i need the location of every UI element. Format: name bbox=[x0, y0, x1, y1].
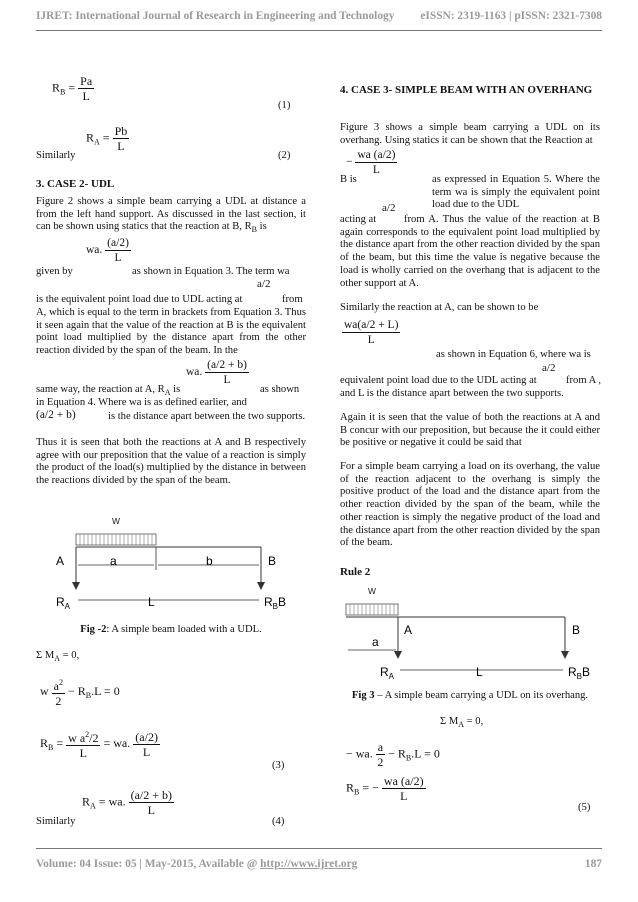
footer-rule bbox=[36, 848, 602, 849]
p3-shown: as shown in Equation 6, where wa is bbox=[436, 349, 591, 360]
fig3-label-B: B bbox=[572, 623, 581, 637]
rule-2-heading: Rule 2 bbox=[340, 566, 371, 578]
sum-ma-left: Σ $M_A = 0$, bbox=[36, 650, 80, 664]
case2-paragraph-4: Thus it is seen that both the reactions at A and B respectively agree with our preposition that the value of a reaction is simply the product of the load(s) multiplied by the distance in between the reactions divided by the span of the beam. bbox=[36, 437, 306, 487]
fig2-caption: Fig -2: A simple beam loaded with a UDL. bbox=[80, 624, 262, 635]
moment-equation-left: w $\frac{a^2}{2}$ − $R_B.L = 0$ bbox=[40, 678, 120, 708]
b-is-rest: as expressed in Equation 5. Where the term wa is simply the equivalent point load due to the UDL bbox=[432, 174, 600, 211]
fig2-label-L: L bbox=[148, 595, 155, 609]
case3-paragraph-4: Again it is seen that the value of both the reactions at A and B concur with our preposition, but because the it could either be positive or negative it could be said that bbox=[340, 412, 600, 449]
fig3-caption: Fig 3 – A simple beam carrying a UDL on its overhang. bbox=[351, 690, 589, 701]
inline-eq-ra-r: $\frac{wa(a/2 + L)}{L}$ bbox=[344, 319, 399, 346]
case3-paragraph-3: Similarly the reaction at A, can be shown to be bbox=[340, 302, 539, 313]
similarly-label-2: Similarly bbox=[36, 816, 76, 827]
case2-heading: 3. CASE 2- UDL bbox=[36, 178, 115, 190]
footer-volume: Volume: 04 Issue: 05 | May-2015, Available @ http://www.ijret.org bbox=[36, 858, 358, 870]
fig3-label-a: a bbox=[372, 635, 379, 649]
fig2-label-A: A bbox=[56, 554, 65, 568]
inline-a-over-2: a/2 bbox=[257, 278, 271, 290]
header-rule bbox=[36, 30, 602, 31]
journal-title: IJRET: International Journal of Research in Engineering and Technology bbox=[36, 10, 395, 22]
fig2-label-B: B bbox=[268, 554, 277, 568]
acting-at: acting at bbox=[340, 214, 377, 225]
equation-2: $R_A$ = $\frac{Pb}{L}$ bbox=[86, 124, 128, 153]
b-is: B is bbox=[340, 174, 357, 185]
fig3-label-ra: $R_A$ bbox=[380, 665, 395, 680]
fig2-label-rb: $R_BB$ bbox=[264, 595, 287, 611]
footer-link[interactable]: http://www.ijret.org bbox=[260, 858, 358, 870]
p3-b-from: from A , bbox=[566, 375, 602, 386]
fig3-label-L: L bbox=[476, 665, 483, 679]
eq3-number: (3) bbox=[272, 760, 285, 771]
inline-eq-rb-neg: − $\frac{wa (a/2)}{L}$ bbox=[346, 149, 396, 176]
as-shown: as shown bbox=[260, 384, 300, 395]
running-header bbox=[36, 10, 602, 22]
inline-a-over-2-r2: a/2 bbox=[542, 362, 556, 374]
case3-heading: 4. CASE 3- SIMPLE BEAM WITH AN OVERHANG bbox=[340, 84, 593, 96]
figure-2 bbox=[36, 512, 306, 614]
same-way: same way, the reaction at A, $R_A$ is bbox=[36, 384, 181, 398]
case3-paragraph-5: For a simple beam carrying a load on its overhang, the value of the reaction adjacent to the overhang is simply the positive product of the load and the distance apart from the other reaction divided by the span of the beam, while the other reaction is simply the negative product of the load and the distance apart from the other reaction divided by the span of the beam. bbox=[340, 461, 600, 549]
figure-3 bbox=[340, 584, 600, 680]
eq1-number: (1) bbox=[278, 100, 291, 111]
fig2-label-ra: $R_A$ bbox=[56, 595, 71, 611]
fig2-label-a: a bbox=[110, 554, 117, 568]
running-footer bbox=[36, 858, 602, 870]
equation-4: $R_A$ = wa. $\frac{(a/2 + b)}{L}$ bbox=[82, 788, 173, 817]
p2-from: from bbox=[282, 294, 303, 305]
issn: eISSN: 2319-1163 | pISSN: 2321-7308 bbox=[420, 10, 602, 22]
inline-a2b: (a/2 + b) bbox=[36, 409, 76, 421]
case2-paragraph-2: A, which is equal to the term in brackets from Equation 3. Thus it seen again that the value of the reaction at B is the equivalent point load multiplied by the distance apart from the other reaction divided by the span of the beam. In the bbox=[36, 307, 306, 357]
p3-tail: is the distance apart between the two supports. bbox=[108, 411, 306, 422]
p2-a: is the equivalent point load due to UDL acting at bbox=[36, 294, 243, 305]
fig2-w-label: w bbox=[112, 515, 120, 527]
p3-b: equivalent point load due to the UDL acting at bbox=[340, 375, 537, 386]
p3: in Equation 4. Where wa is as defined earlier, and bbox=[36, 397, 247, 408]
eq4-number: (4) bbox=[272, 816, 285, 827]
page-number: 187 bbox=[584, 858, 602, 870]
fig2-label-b: b bbox=[206, 554, 213, 568]
moment-equation-right: − wa. $\frac{a}{2}$ − $R_B.L = 0$ bbox=[346, 740, 440, 769]
equation-5: $R_B$ = − $\frac{wa (a/2)}{L}$ bbox=[346, 774, 424, 803]
fig3-label-A: A bbox=[404, 623, 413, 637]
case2-paragraph-1: Figure 2 shows a simple beam carrying a UDL at distance a from the left hand support. As discussed in the last section, it can be shown using statics that the reaction at B, $R_B$ is bbox=[36, 196, 306, 235]
p3-c: and L is the distance apart between the two supports. bbox=[340, 388, 564, 399]
eq2-number: (2) bbox=[278, 150, 291, 161]
case3-paragraph-1: Figure 3 shows a simple beam carrying a UDL on its overhang. Using statics it can be shown that the Reaction at bbox=[340, 122, 600, 146]
similarly-label-1: Similarly bbox=[36, 150, 76, 161]
inline-eq-wa-a2-L: wa. $\frac{(a/2)}{L}$ bbox=[86, 237, 129, 264]
equation-1: $R_B$ = $\frac{Pa}{L}$ bbox=[52, 74, 93, 103]
eq5-number: (5) bbox=[578, 802, 591, 813]
given-by: given by bbox=[36, 266, 73, 277]
equation-3: $R_B$ = $\frac{w a^2/2}{L}$ = wa. $\frac{(a/2)}{L}$ bbox=[40, 729, 158, 760]
case3-paragraph-2: from A. Thus the value of the reaction at B again corresponds to the equivalent point load multiplied by the distance apart from the other reaction divided by the span of the beam, but this time the value is negative because the load is wholly carried on the overhang that is adjacent to the other support at A. bbox=[340, 214, 600, 289]
given-rest: as shown in Equation 3. The term wa bbox=[132, 266, 290, 277]
fig3-w-label: w bbox=[368, 585, 376, 597]
inline-a-over-2-r: a/2 bbox=[382, 202, 396, 214]
inline-eq-ra: wa. $\frac{(a/2 + b)}{L}$ bbox=[186, 359, 247, 386]
sum-ma-right: Σ $M_A = 0$, bbox=[440, 716, 484, 730]
fig3-label-rb: $R_BB$ bbox=[568, 665, 591, 680]
